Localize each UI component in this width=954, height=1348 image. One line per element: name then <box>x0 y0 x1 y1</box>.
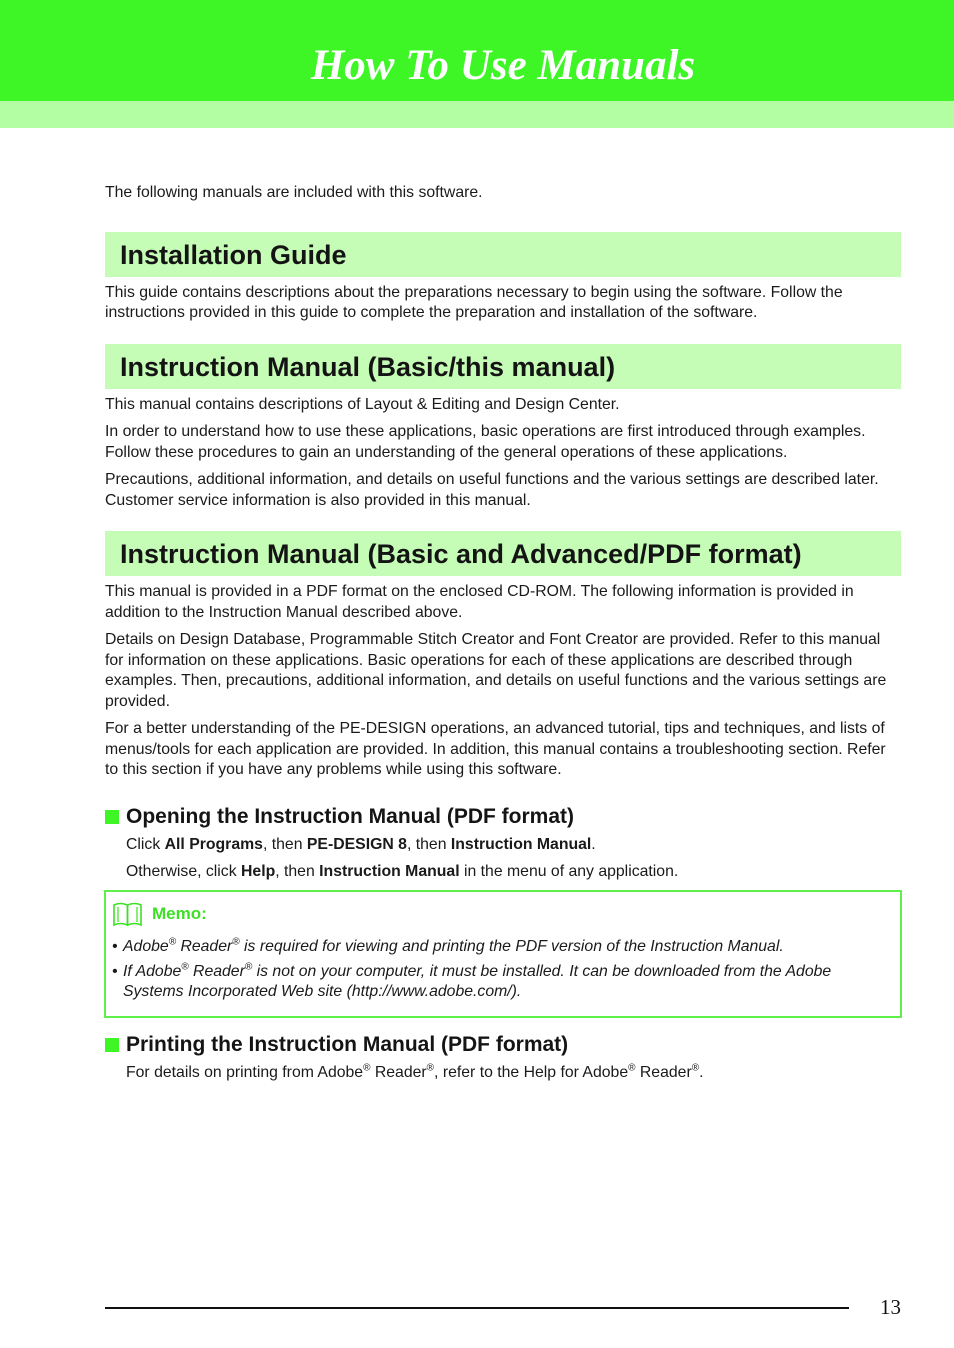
green-square-icon <box>105 1038 119 1052</box>
section-paragraph: This manual contains descriptions of Layout & Editing and Design Center. <box>105 395 620 413</box>
section-title: Instruction Manual (Basic and Advanced/PDF format) <box>120 539 802 569</box>
section-heading-bar <box>105 232 901 277</box>
section-installation-guide <box>105 232 901 324</box>
memo-item: • If Adobe® Reader® is not on your computer, it must be installed. It can be downloaded from the Adobe Systems Incorporated Web site (http://www.adobe.com/). <box>112 961 832 1000</box>
memo-box <box>104 890 902 1018</box>
intro-text: The following manuals are included with this software. <box>105 184 483 201</box>
section-instruction-manual-basic <box>105 344 901 512</box>
footer-rule <box>105 1307 849 1309</box>
section-paragraph: Details on Design Database, Programmable Stitch Creator and Font Creator are provided. Refer to this manual for information on these applications. Basic operations for each of these applications are described through examples. Then, precautions, additional information, and details on useful functions and the various settings are provided. <box>105 631 887 710</box>
section-heading-bar <box>105 344 901 389</box>
subsection-title: Opening the Instruction Manual (PDF format) <box>126 804 574 828</box>
menu-path-all-programs: All Programs <box>164 835 263 853</box>
page-content <box>105 183 901 1090</box>
section-paragraph: Precautions, additional information, and details on useful functions and the various settings are described later. Customer service information is also provided in this manual. <box>105 471 879 509</box>
menu-path-pe-design: PE-DESIGN 8 <box>306 835 407 853</box>
section-paragraph: This guide contains descriptions about the preparations necessary to begin using the software. Follow the instructions provided in this guide to complete the preparation and installation of the software. <box>105 283 843 321</box>
memo-item: • Adobe® Reader® is required for viewing and printing the PDF version of the Instruction Manual. <box>112 936 784 955</box>
section-title: Installation Guide <box>120 239 347 270</box>
menu-path-instruction-manual: Instruction Manual <box>319 863 460 880</box>
menu-path-help: Help <box>241 863 276 880</box>
open-book-icon <box>112 901 143 927</box>
printing-instructions <box>105 1063 901 1084</box>
section-paragraph: For a better understanding of the PE-DESIGN operations, an advanced tutorial, tips and techniques, and lists of menus/tools for each application are provided. In addition, this manual contains a troubleshooting section. Refer to this section if you have any problems while using this software. <box>105 720 886 778</box>
section-heading-bar <box>105 531 901 576</box>
memo-label: Memo: <box>152 903 207 923</box>
opening-step-1: Click All Programs, then PE-DESIGN 8, then Instruction Manual. <box>126 835 596 853</box>
section-paragraph: This manual is provided in a PDF format on the enclosed CD-ROM. The following information is provided in addition to the Instruction Manual described above. <box>105 583 854 621</box>
page-number: 13 <box>880 1295 901 1319</box>
section-instruction-manual-pdf <box>105 531 901 781</box>
section-title: Instruction Manual (Basic/this manual) <box>120 351 616 382</box>
subsection-opening <box>105 804 901 830</box>
opening-step-2: Otherwise, click Help, then Instruction Manual in the menu of any application. <box>126 863 679 880</box>
subsection-printing <box>105 1032 901 1058</box>
subsection-title: Printing the Instruction Manual (PDF format) <box>126 1032 569 1056</box>
title-banner-strip <box>0 101 954 128</box>
memo-header <box>112 901 894 927</box>
menu-path-instruction-manual: Instruction Manual <box>450 835 592 853</box>
green-square-icon <box>105 810 119 824</box>
page-title: How To Use Manuals <box>310 42 696 89</box>
printing-text: For details on printing from Adobe® Reader®, refer to the Help for Adobe® Reader®. <box>126 1062 704 1081</box>
section-paragraph: In order to understand how to use these applications, basic operations are first introduced through examples. Follow these procedures to gain an understanding of the general operations of these applications. <box>105 423 866 461</box>
opening-instructions <box>105 835 901 883</box>
